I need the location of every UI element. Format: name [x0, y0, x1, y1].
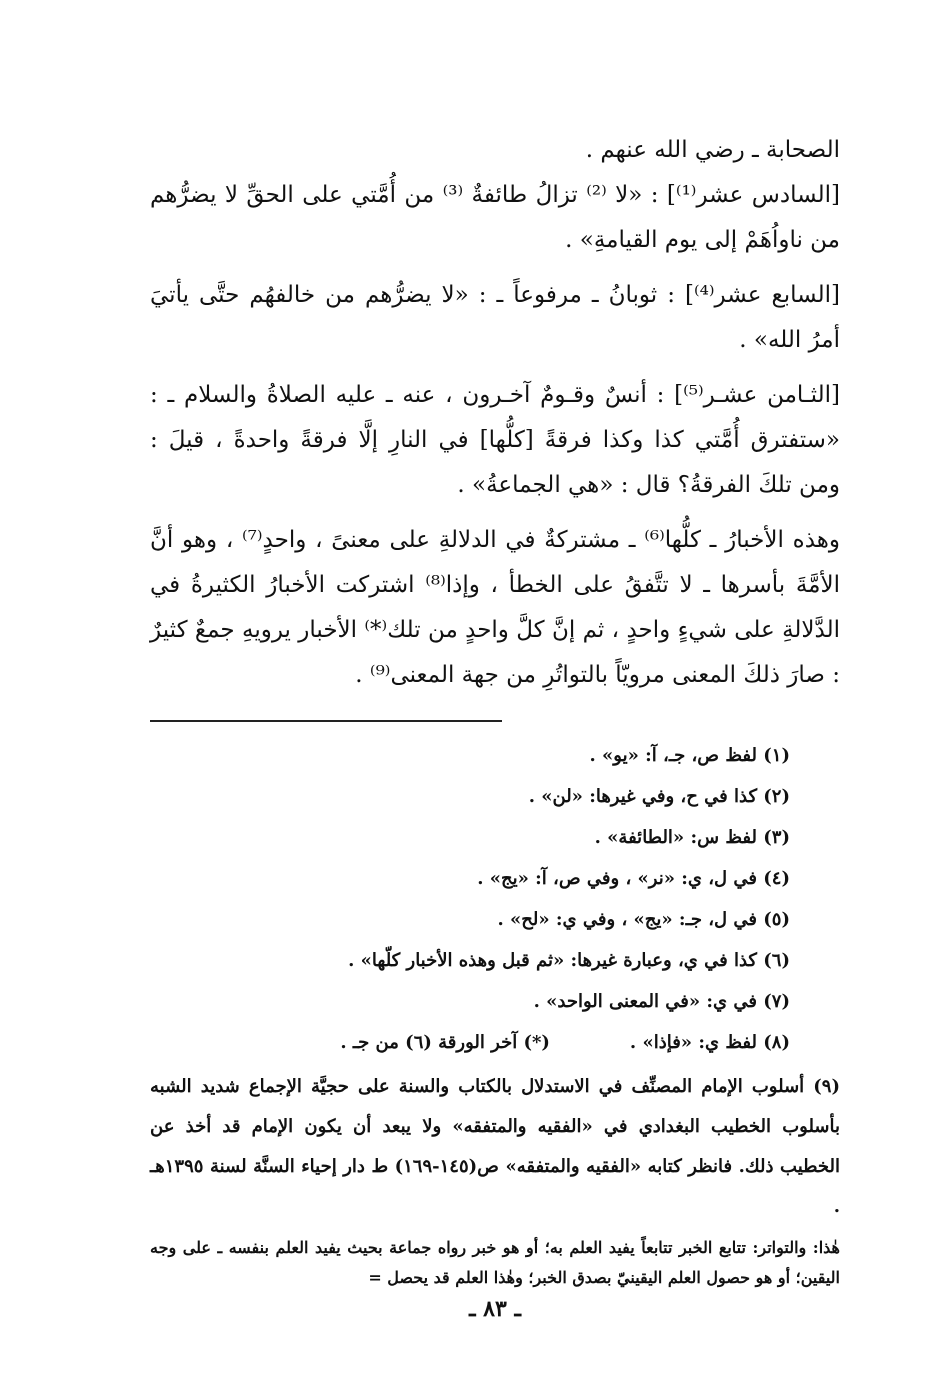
footnote-divider	[150, 720, 502, 722]
footnote-star: (*) آخر الورقة (٦) من جـ .	[340, 1032, 550, 1053]
footnote-row-8	[150, 1022, 840, 1063]
footnote-3: (٣) لفظ س: «الطائفة» .	[594, 827, 790, 848]
footnote-2: (٢) كذا في ح، وفي غيرها: «لن» .	[528, 786, 790, 807]
paragraph-seventeenth: [السابع عشر⁽⁴⁾] : ثوبانُ ـ مرفوعاً ـ : «لا يضرُّهم من خالفهُم حتَّى يأتيَ أمرُ الله» .	[150, 282, 841, 353]
paragraph-companions: الصحابة ـ رضي الله عنهم .	[585, 137, 840, 163]
main-text	[150, 128, 840, 698]
footnote-9: (٩) أسلوب الإمام المصنِّف في الاستدلال بالكتاب والسنة على حجيَّة الإجماع شديد الشبه بأسلوب الخطيب البغدادي في «الفقيه والمتفقه» ولا يبعد أن يكون الإمام قد أخذ عن الخطيب ذلك. فانظر كتابه «الفقيه والمتفقه» ص(١٤٥-١٦٩) ط دار إحياء السنَّة لسنة ١٣٩٥هـ .	[150, 1076, 841, 1217]
footnotes	[150, 735, 840, 1293]
footnote-8: (٨) لفظ ي: «فإذا» .	[629, 1032, 790, 1053]
footnote-4: (٤) في ل، ي: «نر» ، وفي ص، آ: «يج» .	[477, 868, 790, 889]
page-number: ـ ٨٣ ـ	[469, 1296, 521, 1322]
footnote-7: (٧) في ي: «في المعنى الواحد» .	[533, 991, 790, 1012]
paragraph-commentary: وهذه الأخبارُ ـ كلُّها⁽⁶⁾ ـ مشتركةٌ في الدلالةِ على معنىً ، واحدٍ⁽⁷⁾ ، وهو أنَّ الأمَّةَ بأسرها ـ لا تتَّفقُ على الخطأ ، وإذا⁽⁸⁾ اشتركت الأخبارُ الكثيرةُ في الدَّلالةِ على شيءٍ واحدٍ ، ثم إنَّ كلَّ واحدٍ من تلك⁽*⁾ الأخبار يرويهِ جمعٌ كثيرٌ : صارَ ذلكَ المعنى مرويّاً بالتواتُرِ من جهة المعنى⁽⁹⁾ .	[150, 527, 841, 688]
footnote-5: (٥) في ل، جـ: «يج» ، وفي ي: «لح» .	[497, 909, 790, 930]
paragraph-eighteenth: [الثـامن عشـر⁽⁵⁾] : أنسٌ وقـومٌ آخـرون ، عنه ـ عليه الصلاةُ والسلام ـ : «ستفترق أُمَّتي كذا وكذا فرقةً [كلُّها] في النارِ إلَّا فرقةً واحدةً ، قيلَ : ومن تلكَ الفرقةُ؟ قال : «هي الجماعةُ» .	[150, 382, 840, 498]
paragraph-sixteenth: [السادس عشر⁽¹⁾] : «لا ⁽²⁾ تزالُ طائفةٌ ⁽³⁾ من أُمَّتي على الحقِّ لا يضرُّهم من ناواُهَمْ إلى يوم القيامةِ» .	[150, 182, 840, 253]
footnote-1: (١) لفظ ص، جـ، آ: «يو» .	[589, 745, 790, 766]
footnote-6: (٦) كذا في ي، وعبارة غيرها: «ثم قبل وهذه الأخبار كلّها» .	[348, 950, 790, 971]
book-page	[150, 128, 840, 1348]
footnote-gloss: هٰذا: والتواتر: تتابع الخبر تتابعاً يفيد العلم به؛ أو هو خبر رواه جماعة بحيث يفيد العلم بنفسه ـ على وجه اليقين؛ أو هو حصول العلم اليقينيّ بصدق الخبر؛ وهٰذا العلم قد يحصل =	[150, 1238, 840, 1287]
